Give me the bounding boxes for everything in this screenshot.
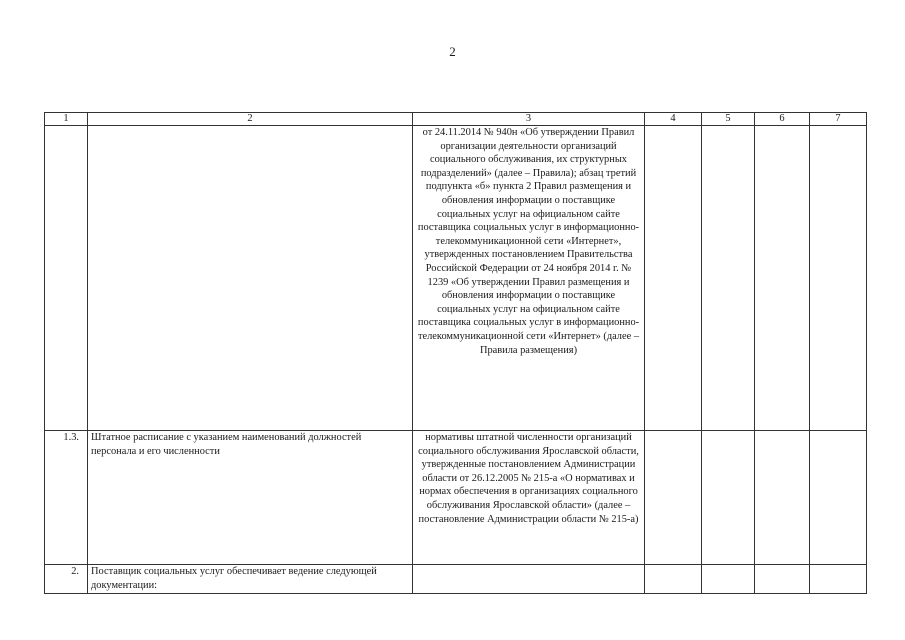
col4-cell bbox=[645, 126, 702, 431]
page-number: 2 bbox=[449, 44, 456, 59]
row-number: 2. bbox=[45, 565, 88, 594]
col5-cell bbox=[702, 565, 755, 594]
legal-basis-text: нормативы штатной численности организаций социального обслуживания Ярославской области, утвержденные постановлением Администрации области от 26.12.2005 № 215-а «О нормативах и нормах обеспечения в организациях социального обслуживания Ярославской области» (далее – постановление Администрации области № 215-а) bbox=[413, 431, 645, 565]
checklist-table bbox=[44, 112, 867, 594]
col7-cell bbox=[810, 565, 867, 594]
col6-cell bbox=[755, 126, 810, 431]
requirement-text: Штатное расписание с указанием наименований должностей персонала и его численности bbox=[88, 431, 413, 565]
header-cell: 6 bbox=[755, 113, 810, 126]
header-cell: 7 bbox=[810, 113, 867, 126]
col4-cell bbox=[645, 565, 702, 594]
table-row bbox=[45, 126, 867, 431]
legal-basis-text: от 24.11.2014 № 940н «Об утверждении Правил организации деятельности организаций социального обслуживания, их структурных подразделений» (далее – Правила); абзац третий подпункта «б» пункта 2 Правил размещения и обновления информации о поставщике социальных услуг на официальном сайте поставщика социальных услуг в информационно-телекоммуникационной сети «Интернет», утвержденных постановлением Правительства Российской Федерации от 24 ноября 2014 г. № 1239 «Об утверждении Правил размещения и обновления информации о поставщике социальных услуг на официальном сайте поставщика социальных услуг в информационно-телекоммуникационной сети «Интернет» (далее – Правила размещения) bbox=[413, 126, 645, 431]
col4-cell bbox=[645, 431, 702, 565]
header-cell: 4 bbox=[645, 113, 702, 126]
header-cell: 1 bbox=[45, 113, 88, 126]
header-cell: 3 bbox=[413, 113, 645, 126]
col6-cell bbox=[755, 565, 810, 594]
requirement-text: Поставщик социальных услуг обеспечивает ведение следующей документации: bbox=[88, 565, 413, 594]
header-cell: 5 bbox=[702, 113, 755, 126]
col7-cell bbox=[810, 126, 867, 431]
header-row bbox=[45, 113, 867, 126]
col7-cell bbox=[810, 431, 867, 565]
col5-cell bbox=[702, 126, 755, 431]
requirement-text bbox=[88, 126, 413, 431]
table-row bbox=[45, 431, 867, 565]
table-row bbox=[45, 565, 867, 594]
legal-basis-text bbox=[413, 565, 645, 594]
col6-cell bbox=[755, 431, 810, 565]
header-cell: 2 bbox=[88, 113, 413, 126]
col5-cell bbox=[702, 431, 755, 565]
row-number: 1.3. bbox=[45, 431, 88, 565]
row-number bbox=[45, 126, 88, 431]
